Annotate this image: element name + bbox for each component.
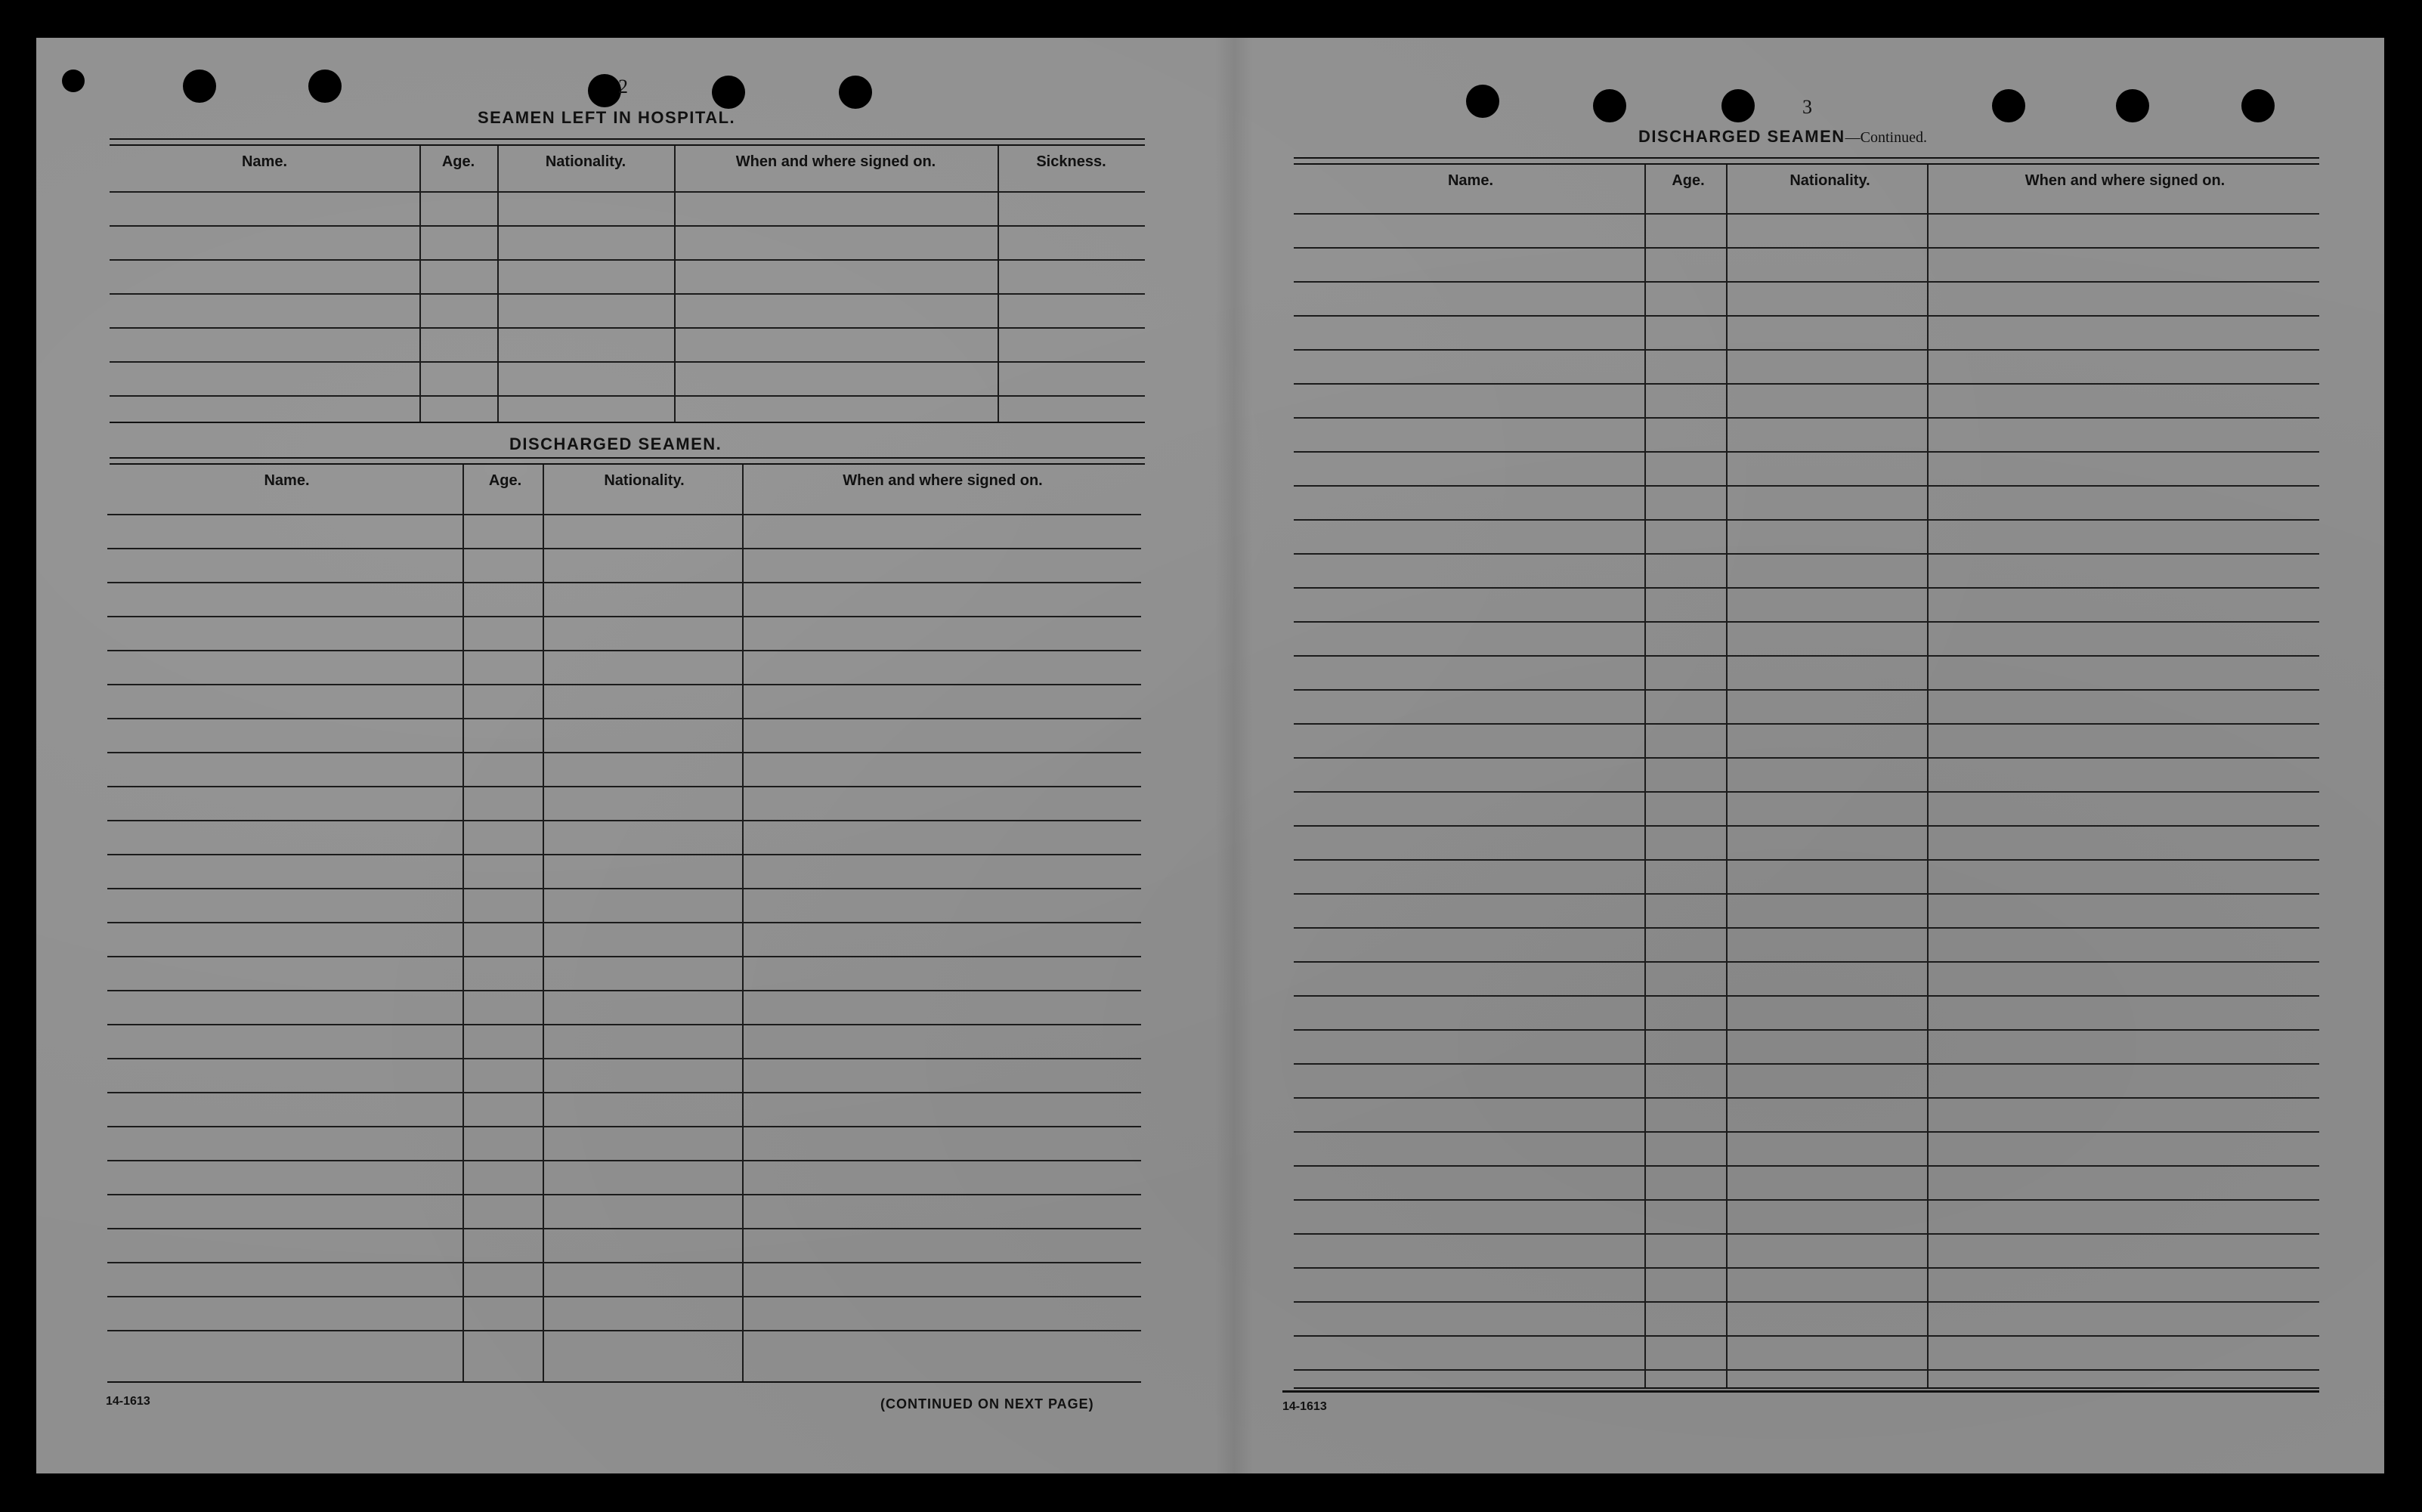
discharged-continued-suffix: —Continued. (1845, 129, 1927, 146)
continued-table-row-line (1294, 825, 2319, 827)
continued-table-row-line (1294, 757, 2319, 759)
discharged-table-row-line (107, 1024, 1141, 1025)
discharged-table-row-line (107, 888, 1141, 889)
continued-table-header-nationality: Nationality. (1789, 172, 1870, 189)
discharged-table-row-line (107, 1160, 1141, 1161)
hospital-table-row-line (110, 361, 1145, 363)
continued-table-row-line (1294, 1301, 2319, 1303)
continued-table-row-line (1294, 247, 2319, 249)
continued-table-row-line (1294, 1097, 2319, 1099)
hospital-table-header-sickness: Sickness. (1036, 153, 1106, 170)
continued-table-row-line (1294, 961, 2319, 963)
continued-table-row-line (1294, 383, 2319, 385)
center-fold (1215, 38, 1253, 1473)
continued-table-row-line (1294, 281, 2319, 283)
punch-hole (1593, 89, 1626, 122)
continued-table-header-age: Age. (1672, 172, 1705, 189)
discharged-table-row-line (107, 1058, 1141, 1059)
hospital-table-row-line (110, 327, 1145, 329)
discharged-table-row-line (107, 1228, 1141, 1229)
continued-table-row-line (1294, 1029, 2319, 1031)
continued-table-row-line (1294, 349, 2319, 351)
hospital-table-bottom-rule (110, 422, 1145, 423)
discharged-section-title: DISCHARGED SEAMEN. (509, 434, 722, 453)
continued-table-row-line (1294, 1267, 2319, 1269)
continued-table-row-line (1294, 587, 2319, 589)
continued-table-row-line (1294, 1335, 2319, 1337)
punch-hole (2116, 89, 2149, 122)
continued-table-bottom-rule (1294, 1387, 2319, 1389)
continued-table-row-line (1294, 927, 2319, 929)
continued-table-row-line (1294, 791, 2319, 793)
discharged-table-bottom-rule (107, 1381, 1141, 1383)
hospital-table-header-age: Age. (441, 153, 475, 170)
continued-table-row-line (1294, 417, 2319, 419)
punch-hole (588, 74, 621, 107)
discharged-table-row-line (107, 752, 1141, 753)
form-number-right: 14-1613 (1282, 1400, 1327, 1413)
hospital-table-header-nationality: Nationality. (545, 153, 626, 170)
continued-table-row-line (1294, 485, 2319, 487)
discharged-table-row-line (107, 684, 1141, 685)
punch-hole (1992, 89, 2025, 122)
hospital-section-title: SEAMEN LEFT IN HOSPITAL. (478, 108, 736, 127)
page-number-left: 2 (618, 76, 628, 97)
continued-table-row-line (1294, 621, 2319, 623)
discharged-table-row-line (107, 1296, 1141, 1297)
continued-table-row-line (1294, 1165, 2319, 1167)
continued-table-column-line (1644, 165, 1646, 1387)
hospital-table-row-line (110, 191, 1145, 193)
discharged-table-row-line (107, 1126, 1141, 1127)
punch-hole (2241, 89, 2275, 122)
continued-table-row-line (1294, 1369, 2319, 1371)
continued-table-row-line (1294, 213, 2319, 215)
discharged-table-header-nationality: Nationality. (604, 472, 685, 489)
continued-table-row-line (1294, 1131, 2319, 1133)
punch-hole (712, 76, 745, 109)
discharged-table-header-when-and-where-signed-on: When and where signed on. (843, 472, 1043, 489)
continued-table-header-name: Name. (1447, 172, 1494, 189)
continued-table-row-line (1294, 689, 2319, 691)
continued-table-row-line (1294, 1233, 2319, 1235)
continued-table-row-line (1294, 451, 2319, 453)
continued-table-row-line (1294, 723, 2319, 725)
continued-table-row-line (1294, 859, 2319, 861)
hospital-table-row-line (110, 225, 1145, 227)
discharged-table-row-line (107, 820, 1141, 821)
discharged-continued-title-main: DISCHARGED SEAMEN (1638, 127, 1845, 146)
hospital-table-column-line (419, 146, 421, 422)
discharged-table-row-line (107, 854, 1141, 855)
hospital-top-rule (110, 138, 1145, 140)
discharged-table-row-line (107, 786, 1141, 787)
hospital-table-column-line (998, 146, 999, 422)
discharged-table-row-line (107, 548, 1141, 549)
hospital-table-row-line (110, 293, 1145, 295)
continued-table-row-line (1294, 553, 2319, 555)
hospital-table-header-name: Name. (241, 153, 288, 170)
discharged-table-row-line (107, 956, 1141, 957)
punch-hole (308, 70, 342, 103)
hospital-table-column-line (674, 146, 676, 422)
continued-table-row-line (1294, 1063, 2319, 1065)
discharged-table-row-line (107, 1262, 1141, 1263)
discharged-table-row-line (107, 650, 1141, 651)
discharged-top-rule-2 (110, 463, 1145, 465)
punch-hole (62, 70, 85, 92)
page-number-right: 3 (1802, 96, 1812, 118)
continued-note: (CONTINUED ON NEXT PAGE) (880, 1396, 1094, 1412)
punch-hole (839, 76, 872, 109)
discharged-table-row-line (107, 990, 1141, 991)
continued-table-row-line (1294, 519, 2319, 521)
continued-table-column-line (1726, 165, 1728, 1387)
punch-hole (1721, 89, 1755, 122)
continued-table-row-line (1294, 995, 2319, 997)
hospital-top-rule-2 (110, 144, 1145, 146)
punch-hole (1466, 85, 1499, 118)
continued-table-column-line (1927, 165, 1929, 1387)
discharged-table-row-line (107, 1092, 1141, 1093)
punch-hole (183, 70, 216, 103)
continued-top-rule-2 (1294, 163, 2319, 165)
discharged-table-row-line (107, 1330, 1141, 1331)
continued-table-row-line (1294, 1199, 2319, 1201)
discharged-table-row-line (107, 922, 1141, 923)
discharged-table-row-line (107, 616, 1141, 617)
hospital-table-row-line (110, 395, 1145, 397)
continued-table-header-when-and-where-signed-on: When and where signed on. (2025, 172, 2226, 189)
continued-table-row-line (1294, 315, 2319, 317)
hospital-table-row-line (110, 259, 1145, 261)
discharged-table-row-line (107, 1194, 1141, 1195)
form-number-left: 14-1613 (106, 1395, 150, 1408)
continued-bottom-rule (1282, 1390, 2319, 1393)
hospital-table-column-line (497, 146, 499, 422)
continued-table-row-line (1294, 655, 2319, 657)
continued-table-row-line (1294, 893, 2319, 895)
hospital-table-header-when-and-where-signed-on: When and where signed on. (735, 153, 936, 170)
discharged-table-row-line (107, 514, 1141, 515)
discharged-table-row-line (107, 718, 1141, 719)
discharged-continued-title (1638, 127, 1927, 147)
discharged-table-header-age: Age. (488, 472, 522, 489)
discharged-table-header-name: Name. (264, 472, 310, 489)
ledger-sheet (36, 38, 2384, 1473)
continued-top-rule (1294, 157, 2319, 159)
discharged-table-row-line (107, 582, 1141, 583)
discharged-top-rule (110, 457, 1145, 459)
